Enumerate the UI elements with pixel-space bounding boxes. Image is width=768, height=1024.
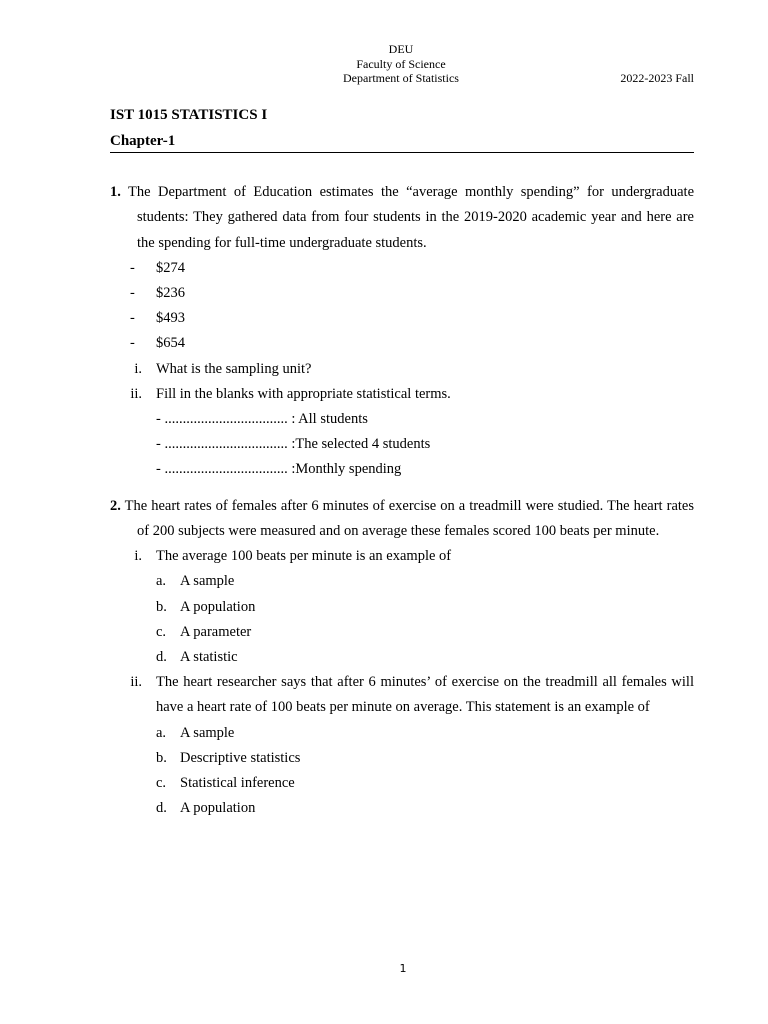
spending-value: $493 [156, 310, 185, 327]
header-faculty: Faculty of Science [356, 56, 446, 71]
bullet-dash: - [130, 285, 135, 302]
sub-question-text: The average 100 beats per minute is an example of [156, 548, 452, 565]
fill-in-blank [110, 407, 694, 432]
bullet-dash: - [130, 335, 135, 352]
sub-question [110, 670, 694, 721]
sub-question-text: The heart researcher says that after 6 minutes’ of exercise on the treadmill all females will have a heart rate of 100 beats per minute on average. This statement is an example of [156, 674, 694, 716]
option-marker: b. [156, 749, 167, 766]
blank-line: - .................................. :Monthly spending [156, 461, 402, 478]
sub-question [110, 544, 694, 569]
answer-option [110, 796, 694, 821]
option-marker: d. [156, 800, 167, 817]
question-text: The heart rates of females after 6 minutes of exercise on a treadmill were studied. The heart rates of 200 subjects were measured and on average these females scored 100 beats per minute. [124, 497, 694, 539]
blank-line: - .................................. :The selected 4 students [156, 436, 431, 453]
question-number: 1. [110, 184, 121, 200]
option-marker: c. [156, 623, 167, 640]
sub-question [110, 357, 694, 382]
sub-question-text: What is the sampling unit? [156, 360, 312, 377]
spending-value: $236 [156, 285, 185, 302]
blank-line: - .................................. : All students [156, 411, 368, 428]
sub-question-marker: ii. [130, 674, 142, 691]
course-title: IST 1015 STATISTICS I [110, 107, 268, 123]
spending-value: $654 [156, 335, 185, 352]
option-text: A sample [180, 724, 235, 741]
question-text: The Department of Education estimates the “average monthly spending” for undergraduate students: They gathered data from four students in the 2019-2020 academic year and here are the spending for full-time undergraduate students. [128, 184, 694, 251]
answer-option [110, 620, 694, 645]
document-body [110, 180, 694, 821]
sub-question-text: Fill in the blanks with appropriate statistical terms. [156, 385, 451, 402]
fill-in-blank [110, 457, 694, 482]
bullet-dash: - [130, 310, 135, 327]
question-1 [110, 180, 694, 256]
bullet-dash: - [130, 259, 135, 276]
fill-in-blank [110, 432, 694, 457]
answer-option [110, 569, 694, 594]
list-item [110, 306, 694, 331]
sub-question-marker: ii. [130, 385, 142, 402]
sub-question [110, 382, 694, 407]
sub-question-marker: i. [134, 360, 142, 377]
question-number: 2. [110, 497, 121, 514]
option-text: Descriptive statistics [180, 749, 301, 766]
option-text: A population [180, 800, 256, 817]
sub-question-marker: i. [134, 548, 142, 565]
option-marker: a. [156, 573, 167, 590]
list-item [110, 281, 694, 306]
option-text: Statistical inference [180, 775, 295, 792]
chapter-heading: Chapter-1 [110, 133, 694, 153]
option-text: A population [180, 598, 256, 615]
header-department: Department of Statistics [343, 71, 459, 85]
option-text: A statistic [180, 648, 238, 665]
option-marker: c. [156, 775, 167, 792]
answer-option [110, 595, 694, 620]
option-marker: d. [156, 648, 167, 665]
list-item [110, 331, 694, 356]
page-number: 1 [399, 962, 407, 975]
page-header [0, 42, 768, 86]
option-marker: b. [156, 598, 167, 615]
header-term: 2022-2023 Fall [620, 71, 694, 85]
answer-option [110, 645, 694, 670]
option-marker: a. [156, 724, 167, 741]
list-item [110, 256, 694, 281]
option-text: A parameter [180, 623, 252, 640]
header-institution: DEU [388, 42, 414, 56]
spending-value: $274 [156, 259, 185, 276]
option-text: A sample [180, 573, 235, 590]
answer-option [110, 771, 694, 796]
answer-option [110, 746, 694, 771]
question-2 [110, 494, 694, 545]
answer-option [110, 721, 694, 746]
